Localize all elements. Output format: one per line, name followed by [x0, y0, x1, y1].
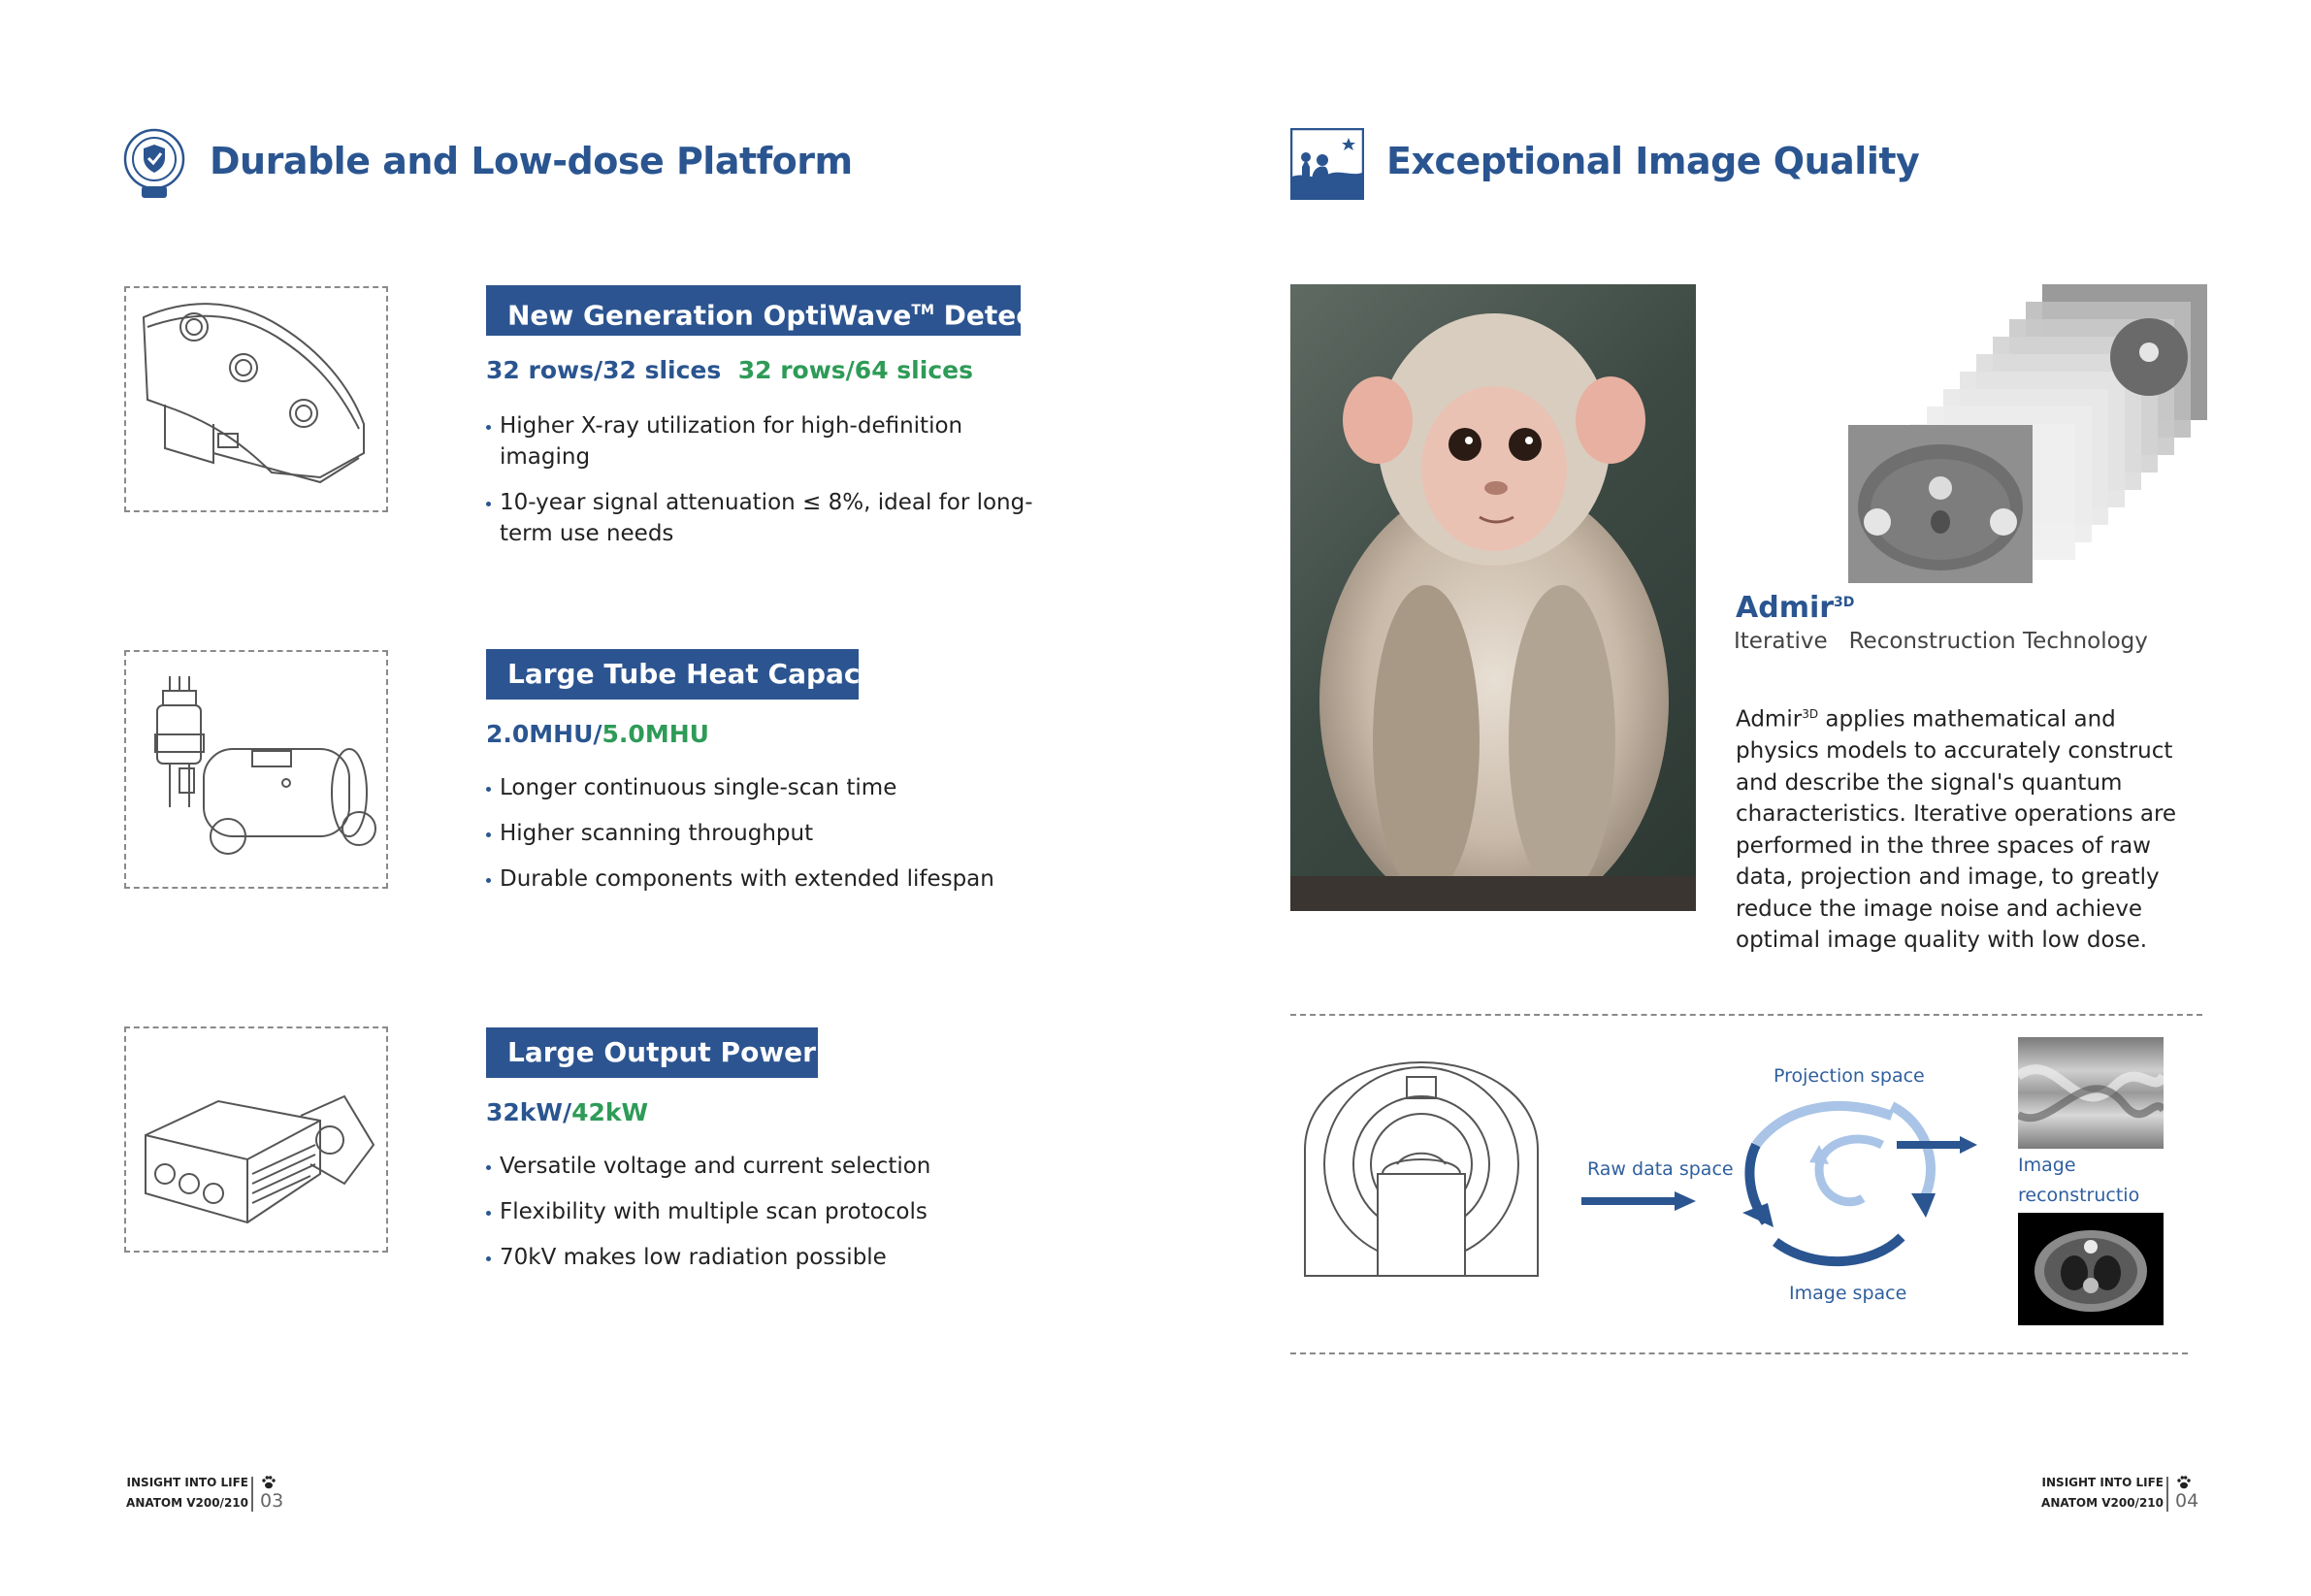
- image-recon-label-1: Image: [2018, 1155, 2076, 1176]
- feature-label-detector: New Generation OptiWave™ Detector: [486, 285, 1021, 336]
- detector-illustration: [126, 288, 386, 510]
- list-item: Higher scanning throughput: [486, 818, 1049, 849]
- generator-illustration: [126, 1028, 386, 1251]
- projection-sinogram-image: [2018, 1037, 2164, 1149]
- right-footer: INSIGHT INTO LIFE ANATOM V200/210 04: [2041, 1476, 2199, 1512]
- list-item: Versatile voltage and current selection: [486, 1151, 1049, 1182]
- monkey-photo: [1290, 284, 1696, 911]
- shield-radiation-icon: [120, 128, 188, 200]
- paw-icon: [2176, 1475, 2192, 1490]
- tube-illustration: [126, 652, 386, 887]
- ct-slice-stack: [1848, 284, 2207, 585]
- list-item: 10-year signal attenuation ≤ 8%, ideal for long-term use needs: [486, 487, 1049, 549]
- admir-description: Admir$^{3D}$ applies mathematical and physics models to accurately construct and describe the signal's quantum characteristics. Iterative operations are performed in the three spaces of raw data, projection and image, to greatly reduce the image noise and achieve optimal image quality with low dose.: [1736, 706, 2177, 954]
- right-section-title: Exceptional Image Quality: [1386, 140, 1920, 182]
- ct-reconstructed-image: [2018, 1213, 2164, 1325]
- feature-label-tube: Large Tube Heat Capacity: [486, 649, 859, 700]
- projection-space-label: Projection space: [1774, 1065, 1925, 1087]
- list-item: Flexibility with multiple scan protocols: [486, 1196, 1049, 1227]
- left-footer: INSIGHT INTO LIFE ANATOM V200/210 03: [126, 1476, 284, 1512]
- bullets-detector: [486, 410, 1049, 564]
- generator-illustration-frame: [124, 1026, 388, 1253]
- raw-data-label: Raw data space: [1587, 1158, 1734, 1180]
- divider: [251, 1477, 253, 1512]
- animal-image-icon: [1290, 128, 1364, 200]
- detector-illustration-frame: [124, 286, 388, 512]
- iterative-cycle-diagram: [1727, 1087, 1979, 1281]
- spec-power: 32kW/42kW: [486, 1098, 649, 1126]
- list-item: Durable components with extended lifespan: [486, 863, 1049, 895]
- bullets-power: [486, 1151, 1049, 1287]
- list-item: Higher X-ray utilization for high-definition imaging: [486, 410, 1049, 472]
- ct-scanner-drawing: [1300, 1058, 1543, 1281]
- list-item: 70kV makes low radiation possible: [486, 1242, 1049, 1273]
- spec-detector: 32 rows/32 slices 32 rows/64 slices: [486, 356, 973, 384]
- divider-top: [1290, 1014, 2202, 1016]
- divider-bottom: [1290, 1352, 2188, 1354]
- spec-tube: 2.0MHU/5.0MHU: [486, 720, 709, 748]
- list-item: Longer continuous single-scan time: [486, 772, 1049, 803]
- tube-illustration-frame: [124, 650, 388, 889]
- raw-data-arrow: [1581, 1189, 1698, 1213]
- feature-label-power: Large Output Power: [486, 1027, 818, 1078]
- admir-title: Admir$^{3D}$: [1736, 591, 1855, 625]
- image-space-label: Image space: [1789, 1283, 1907, 1304]
- bullets-tube: [486, 772, 1049, 909]
- left-section-title: Durable and Low-dose Platform: [210, 140, 853, 182]
- paw-icon: [261, 1475, 277, 1490]
- image-recon-label-2: reconstructio: [2018, 1185, 2140, 1206]
- admir-subtitle: Iterative Reconstruction Technology: [1734, 629, 2148, 654]
- divider: [2166, 1477, 2168, 1512]
